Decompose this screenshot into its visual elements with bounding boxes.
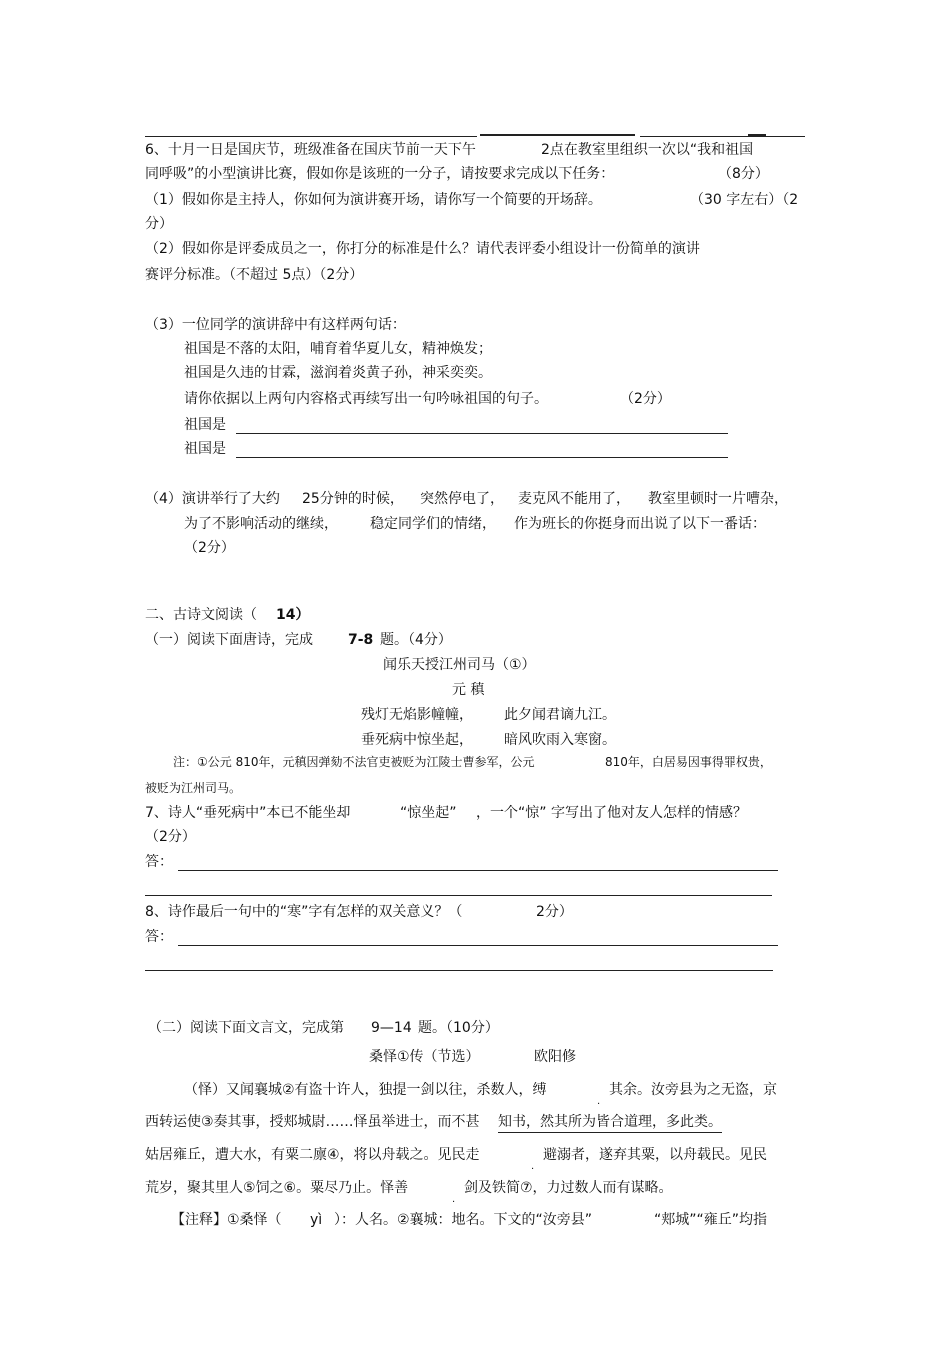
prose-title: 桑怿①传（节选） xyxy=(369,1049,480,1065)
poem-line2-b: 暗风吹雨入寒窗。 xyxy=(504,732,616,748)
answer-line-1[interactable] xyxy=(236,433,728,434)
emphasis-dot: . xyxy=(452,1194,456,1205)
emphasis-dot: . xyxy=(531,1161,535,1172)
prose-line4-b: 剑及铁简⑦，力过数人而有谋略。 xyxy=(464,1180,673,1196)
q6-part3-a: （3）一位同学的演讲辞中有这样两句话： xyxy=(145,317,406,333)
q7-answer-label: 答： xyxy=(145,854,173,870)
sec2-sub2-c: 题。（10分） xyxy=(418,1020,499,1036)
prose-line2-b: 知书，然其所为皆合道理，多此类。 xyxy=(498,1113,722,1133)
q6-part4-e: 教室里顿时一片嘈杂， xyxy=(648,491,788,507)
sec2-title-b: 14） xyxy=(276,607,310,623)
poem-author: 元 稹 xyxy=(452,682,485,698)
prose-line3-a: 姑居雍丘，遭大水，有粟二廪④，将以舟载之。见民走 xyxy=(145,1147,480,1163)
q6-part1-a: （1）假如你是主持人，你如何为演讲赛开场，请你写一个简要的开场辞。 xyxy=(145,192,602,208)
emphasis-dot: . xyxy=(597,1096,601,1107)
prose-author: 欧阳修 xyxy=(534,1049,576,1065)
q8-answer-line-1[interactable] xyxy=(178,945,778,946)
top-rule-mid xyxy=(480,134,635,136)
q8-answer-line-2[interactable] xyxy=(145,970,773,971)
prose-line1-a: （怿）又闻襄城②有盗十许人，独提一剑以往，杀数人，缚 xyxy=(184,1082,547,1098)
q6-part1-c: 分） xyxy=(145,216,173,232)
q6-part4-g: 稳定同学们的情绪， xyxy=(370,516,496,532)
q7-a: 7、诗人“垂死病中”本已不能坐却 xyxy=(145,805,351,821)
top-rule-left xyxy=(145,136,477,137)
sec2-sub2-a: （二）阅读下面文言文，完成第 xyxy=(148,1020,344,1036)
q6-part3-f: 祖国是 xyxy=(184,417,226,433)
q6-part4-d: 麦克风不能用了， xyxy=(518,491,630,507)
prose-note-c: ）：人名。②襄城：地名。下文的“汝旁县” xyxy=(334,1212,593,1228)
sec2-title-a: 二、古诗文阅读（ xyxy=(145,607,257,623)
poem-line1-a: 残灯无焰影幢幢， xyxy=(361,707,473,723)
sec2-sub2-b: 9—14 xyxy=(371,1020,412,1036)
q6-part3-b: 祖国是不落的太阳，哺育着华夏儿女，精神焕发； xyxy=(184,341,492,357)
q8-a: 8、诗作最后一句中的“寒”字有怎样的双关意义？（ xyxy=(145,904,463,920)
q7-answer-line-2[interactable] xyxy=(145,895,772,896)
q6-part3-d: 请你依据以上两句内容格式再续写出一句吟咏祖国的句子。 xyxy=(184,391,548,407)
q6-part3-e: （2分） xyxy=(620,391,671,407)
poem-title: 闻乐天授江州司马（①） xyxy=(383,657,536,673)
poem-note-b: 810年，白居易因事得罪权贵， xyxy=(605,755,772,769)
q7-c: ，一个“惊” 字写出了他对友人怎样的情感？ xyxy=(476,805,747,821)
prose-line4-a: 荒岁，聚其里人⑤饲之⑥。粟尽乃止。怿善 xyxy=(145,1180,409,1196)
prose-note-d: “郏城”“雍丘”均指 xyxy=(654,1212,768,1228)
prose-line1-b: 其余。汝旁县为之无盗，京 xyxy=(609,1082,777,1098)
q8-b: 2分） xyxy=(536,904,573,920)
prose-note-a: 【注释】①桑怿（ xyxy=(171,1212,282,1228)
q6-part4-b: 25分钟的时候， xyxy=(302,491,404,507)
q7-b: “惊坐起” xyxy=(400,805,457,821)
poem-note-c: 被贬为江州司马。 xyxy=(145,781,242,795)
prose-line3-b: 避溺者，遂弃其粟，以舟载民。见民 xyxy=(543,1147,767,1163)
q8-answer-label: 答： xyxy=(145,929,173,945)
poem-note-a: 注：①公元 810年，元稹因弹劾不法官吏被贬为江陵士曹参军，公元 xyxy=(173,755,535,769)
q7-answer-line-1[interactable] xyxy=(178,870,778,871)
poem-line2-a: 垂死病中惊坐起， xyxy=(361,732,473,748)
top-rule-right xyxy=(640,136,805,137)
q7-d: （2分） xyxy=(145,829,196,845)
q6-part4-a: （4）演讲举行了大约 xyxy=(145,491,280,507)
q6-part3-g: 祖国是 xyxy=(184,441,226,457)
q6-part4-f: 为了不影响活动的继续， xyxy=(184,516,338,532)
q6-line1-b: 2点在教室里组织一次以“我和祖国 xyxy=(541,142,754,158)
q6-line2-b: （8分） xyxy=(718,166,769,182)
answer-line-2[interactable] xyxy=(236,457,728,458)
q6-part4-i: （2分） xyxy=(184,540,235,556)
q6-part1-b: （30 字左右）（2 xyxy=(690,192,799,208)
q6-part4-c: 突然停电了， xyxy=(420,491,504,507)
q6-line1-a: 6、十月一日是国庆节，班级准备在国庆节前一天下午 xyxy=(145,142,476,158)
sec2-sub1-a: （一）阅读下面唐诗，完成 xyxy=(145,632,313,648)
sec2-sub1-b: 7-8 xyxy=(348,632,374,648)
q6-line2-a: 同呼吸”的小型演讲比赛，假如你是该班的一分子，请按要求完成以下任务： xyxy=(145,166,615,182)
q6-part2-b: 赛评分标准。（不超过 5点）（2分） xyxy=(145,267,364,283)
prose-line2-a: 西转运使③奏其事，授郏城尉……怿虽举进士，而不甚 xyxy=(145,1114,480,1130)
poem-line1-b: 此夕闻君谪九江。 xyxy=(504,707,616,723)
q6-part3-c: 祖国是久违的甘霖，滋润着炎黄子孙，神采奕奕。 xyxy=(184,365,492,381)
prose-note-b: yì xyxy=(310,1212,323,1228)
top-rule-tick xyxy=(748,134,766,136)
sec2-sub1-c: 题。（4分） xyxy=(380,632,452,648)
q6-part4-h: 作为班长的你挺身而出说了以下一番话： xyxy=(514,516,766,532)
q6-part2-a: （2）假如你是评委成员之一，你打分的标准是什么？请代表评委小组设计一份简单的演讲 xyxy=(145,241,700,257)
